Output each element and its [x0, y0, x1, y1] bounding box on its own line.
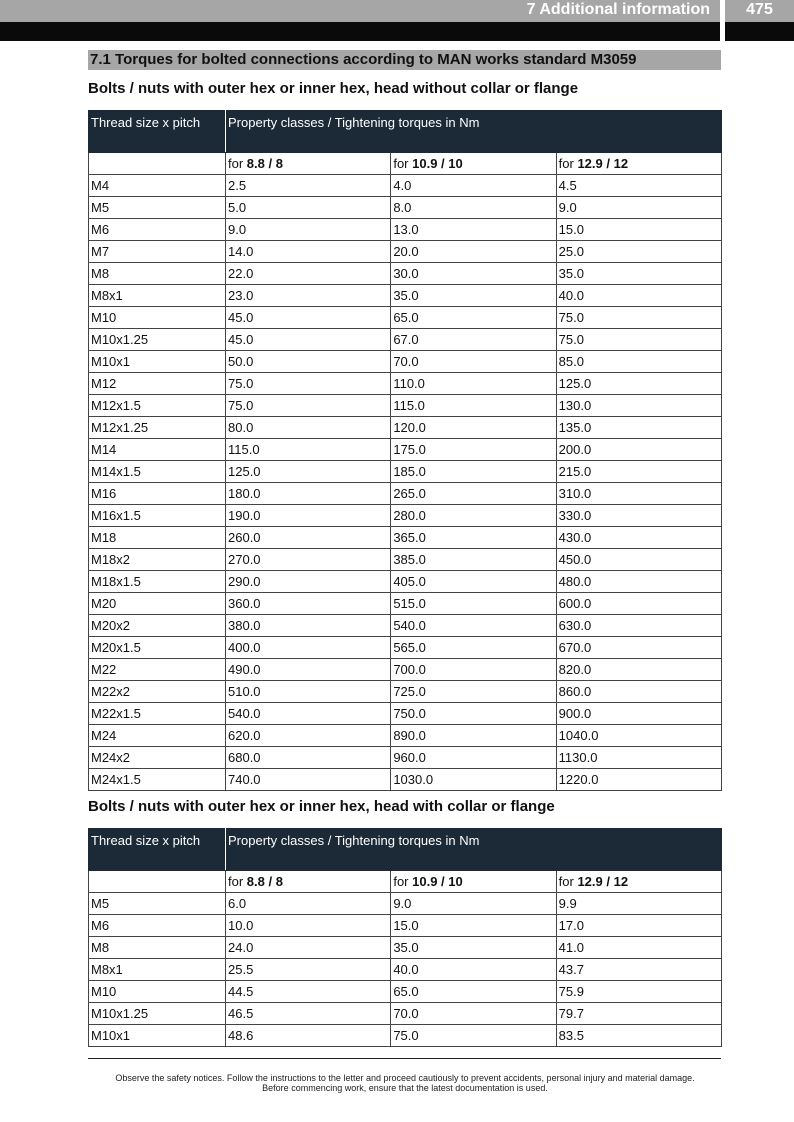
torque-value-cell: 1030.0: [391, 769, 556, 791]
table-row: [89, 747, 722, 769]
thread-size-cell: M7: [89, 241, 226, 263]
torque-value-cell: 85.0: [556, 351, 721, 373]
col-thread-size-header: Thread size x pitch: [89, 111, 226, 153]
subheader-8-8: for 8.8 / 8: [226, 871, 391, 893]
torque-value-cell: 890.0: [391, 725, 556, 747]
torque-value-cell: 115.0: [391, 395, 556, 417]
table-row: [89, 241, 722, 263]
torque-value-cell: 67.0: [391, 329, 556, 351]
thread-size-cell: M18x2: [89, 549, 226, 571]
torque-value-cell: 50.0: [226, 351, 391, 373]
thread-size-cell: M5: [89, 893, 226, 915]
thread-size-cell: M14: [89, 439, 226, 461]
torque-value-cell: 41.0: [556, 937, 721, 959]
torque-value-cell: 6.0: [226, 893, 391, 915]
thread-size-cell: M12x1.25: [89, 417, 226, 439]
torque-value-cell: 740.0: [226, 769, 391, 791]
torque-value-cell: 65.0: [391, 307, 556, 329]
table-row: [89, 373, 722, 395]
torque-value-cell: 45.0: [226, 329, 391, 351]
torque-value-cell: 35.0: [556, 263, 721, 285]
torque-value-cell: 820.0: [556, 659, 721, 681]
torque-value-cell: 8.0: [391, 197, 556, 219]
torque-value-cell: 190.0: [226, 505, 391, 527]
torque-value-cell: 9.0: [391, 893, 556, 915]
page-number: 475: [746, 1, 773, 18]
torque-value-cell: 130.0: [556, 395, 721, 417]
table-row: [89, 571, 722, 593]
torque-value-cell: 43.7: [556, 959, 721, 981]
table-row: [89, 703, 722, 725]
torque-value-cell: 15.0: [556, 219, 721, 241]
torque-value-cell: 75.9: [556, 981, 721, 1003]
thread-size-cell: M10: [89, 981, 226, 1003]
torque-value-cell: 110.0: [391, 373, 556, 395]
torque-value-cell: 260.0: [226, 527, 391, 549]
table1-title: Bolts / nuts with outer hex or inner hex, head without collar or flange: [88, 80, 579, 97]
torque-value-cell: 115.0: [226, 439, 391, 461]
torque-value-cell: 75.0: [391, 1025, 556, 1047]
torque-value-cell: 265.0: [391, 483, 556, 505]
table-row: [89, 593, 722, 615]
thread-size-cell: M4: [89, 175, 226, 197]
torque-value-cell: 70.0: [391, 351, 556, 373]
torque-value-cell: 200.0: [556, 439, 721, 461]
torque-value-cell: 24.0: [226, 937, 391, 959]
torque-value-cell: 405.0: [391, 571, 556, 593]
table-row: [89, 527, 722, 549]
torque-value-cell: 40.0: [391, 959, 556, 981]
torque-value-cell: 185.0: [391, 461, 556, 483]
torque-value-cell: 515.0: [391, 593, 556, 615]
torque-value-cell: 365.0: [391, 527, 556, 549]
thread-size-cell: M6: [89, 219, 226, 241]
table-row: [89, 175, 722, 197]
footer-divider: [88, 1058, 721, 1059]
torque-value-cell: 860.0: [556, 681, 721, 703]
table-row: [89, 681, 722, 703]
torque-value-cell: 20.0: [391, 241, 556, 263]
torque-value-cell: 725.0: [391, 681, 556, 703]
torque-value-cell: 75.0: [226, 373, 391, 395]
thread-size-cell: M20x2: [89, 615, 226, 637]
thread-size-cell: M16x1.5: [89, 505, 226, 527]
torque-value-cell: 75.0: [556, 329, 721, 351]
torque-value-cell: 75.0: [226, 395, 391, 417]
torque-value-cell: 48.6: [226, 1025, 391, 1047]
table-row: [89, 197, 722, 219]
torque-value-cell: 44.5: [226, 981, 391, 1003]
header-black-bar-right: [725, 22, 794, 41]
torque-value-cell: 540.0: [391, 615, 556, 637]
table-row: [89, 285, 722, 307]
torque-value-cell: 385.0: [391, 549, 556, 571]
torque-value-cell: 175.0: [391, 439, 556, 461]
table-header-row: [89, 111, 722, 153]
torque-value-cell: 490.0: [226, 659, 391, 681]
torque-value-cell: 35.0: [391, 937, 556, 959]
thread-size-cell: M10x1.25: [89, 1003, 226, 1025]
section-title: 7.1 Torques for bolted connections according to MAN works standard M3059: [88, 50, 721, 70]
subheader-10-9: for 10.9 / 10: [391, 871, 556, 893]
property-classes-header: Property classes / Tightening torques in Nm: [226, 829, 722, 871]
torque-value-cell: 25.0: [556, 241, 721, 263]
table-row: [89, 461, 722, 483]
torque-value-cell: 40.0: [556, 285, 721, 307]
footer-line-2: Before commencing work, ensure that the latest documentation is used.: [262, 1083, 548, 1093]
thread-size-cell: M20x1.5: [89, 637, 226, 659]
thread-size-cell: M8x1: [89, 285, 226, 307]
torque-value-cell: 83.5: [556, 1025, 721, 1047]
table-row: [89, 1003, 722, 1025]
table-row: [89, 981, 722, 1003]
torque-value-cell: 70.0: [391, 1003, 556, 1025]
thread-size-cell: M12x1.5: [89, 395, 226, 417]
torque-value-cell: 450.0: [556, 549, 721, 571]
torque-value-cell: 270.0: [226, 549, 391, 571]
footer-safety-notice: [60, 1073, 750, 1093]
torque-value-cell: 79.7: [556, 1003, 721, 1025]
table-row: [89, 351, 722, 373]
torque-value-cell: 310.0: [556, 483, 721, 505]
torque-value-cell: 9.0: [556, 197, 721, 219]
thread-size-cell: M16: [89, 483, 226, 505]
torque-value-cell: 125.0: [556, 373, 721, 395]
thread-size-cell: M6: [89, 915, 226, 937]
thread-size-cell: M14x1.5: [89, 461, 226, 483]
torque-value-cell: 290.0: [226, 571, 391, 593]
table-row: [89, 959, 722, 981]
torque-value-cell: 600.0: [556, 593, 721, 615]
torque-table-without-collar: [88, 110, 722, 791]
torque-value-cell: 960.0: [391, 747, 556, 769]
torque-value-cell: 750.0: [391, 703, 556, 725]
torque-value-cell: 46.5: [226, 1003, 391, 1025]
torque-value-cell: 480.0: [556, 571, 721, 593]
table-row: [89, 505, 722, 527]
table-row: [89, 937, 722, 959]
table-row: [89, 395, 722, 417]
torque-value-cell: 15.0: [391, 915, 556, 937]
torque-value-cell: 680.0: [226, 747, 391, 769]
torque-value-cell: 23.0: [226, 285, 391, 307]
torque-value-cell: 1220.0: [556, 769, 721, 791]
torque-value-cell: 400.0: [226, 637, 391, 659]
table-row: [89, 893, 722, 915]
table-row: [89, 439, 722, 461]
torque-value-cell: 25.5: [226, 959, 391, 981]
thread-size-cell: M12: [89, 373, 226, 395]
torque-value-cell: 13.0: [391, 219, 556, 241]
torque-value-cell: 80.0: [226, 417, 391, 439]
thread-size-cell: M8: [89, 263, 226, 285]
thread-size-cell: M24: [89, 725, 226, 747]
torque-value-cell: 1130.0: [556, 747, 721, 769]
torque-value-cell: 1040.0: [556, 725, 721, 747]
torque-value-cell: 125.0: [226, 461, 391, 483]
torque-value-cell: 2.5: [226, 175, 391, 197]
table-row: [89, 329, 722, 351]
table-row: [89, 769, 722, 791]
table-row: [89, 549, 722, 571]
thread-size-cell: M8x1: [89, 959, 226, 981]
torque-value-cell: 540.0: [226, 703, 391, 725]
torque-table-with-collar: [88, 828, 722, 1047]
table-row: [89, 725, 722, 747]
torque-value-cell: 22.0: [226, 263, 391, 285]
torque-value-cell: 700.0: [391, 659, 556, 681]
torque-value-cell: 280.0: [391, 505, 556, 527]
table-row: [89, 483, 722, 505]
thread-size-cell: M20: [89, 593, 226, 615]
subheader-12-9: for 12.9 / 12: [556, 153, 721, 175]
torque-value-cell: 9.9: [556, 893, 721, 915]
torque-value-cell: 565.0: [391, 637, 556, 659]
subheader-row: [89, 871, 722, 893]
thread-size-cell: M10x1.25: [89, 329, 226, 351]
thread-size-cell: M5: [89, 197, 226, 219]
torque-value-cell: 380.0: [226, 615, 391, 637]
thread-size-cell: M22x1.5: [89, 703, 226, 725]
torque-value-cell: 45.0: [226, 307, 391, 329]
table-row: [89, 915, 722, 937]
torque-value-cell: 4.5: [556, 175, 721, 197]
torque-value-cell: 360.0: [226, 593, 391, 615]
torque-value-cell: 35.0: [391, 285, 556, 307]
torque-value-cell: 75.0: [556, 307, 721, 329]
table2-title: Bolts / nuts with outer hex or inner hex, head with collar or flange: [88, 798, 555, 815]
thread-size-cell: M22x2: [89, 681, 226, 703]
thread-size-cell: M10: [89, 307, 226, 329]
torque-value-cell: 670.0: [556, 637, 721, 659]
table-row: [89, 307, 722, 329]
torque-value-cell: 215.0: [556, 461, 721, 483]
header-black-bar: [0, 22, 720, 41]
thread-size-cell: M18: [89, 527, 226, 549]
chapter-label: 7 Additional information: [526, 1, 710, 18]
subheader-8-8: for 8.8 / 8: [226, 153, 391, 175]
table-header-row: [89, 829, 722, 871]
thread-size-cell: M24x1.5: [89, 769, 226, 791]
subheader-row: [89, 153, 722, 175]
torque-value-cell: 14.0: [226, 241, 391, 263]
footer-line-1: Observe the safety notices. Follow the instructions to the letter and proceed cautiously to prevent accidents, personal injury and material damage.: [115, 1073, 695, 1083]
torque-value-cell: 10.0: [226, 915, 391, 937]
table-row: [89, 637, 722, 659]
torque-value-cell: 4.0: [391, 175, 556, 197]
torque-value-cell: 330.0: [556, 505, 721, 527]
thread-size-cell: M18x1.5: [89, 571, 226, 593]
torque-value-cell: 5.0: [226, 197, 391, 219]
table-row: [89, 615, 722, 637]
torque-value-cell: 510.0: [226, 681, 391, 703]
thread-size-cell: M8: [89, 937, 226, 959]
torque-value-cell: 620.0: [226, 725, 391, 747]
thread-size-cell: M24x2: [89, 747, 226, 769]
table-row: [89, 659, 722, 681]
torque-value-cell: 630.0: [556, 615, 721, 637]
torque-value-cell: 30.0: [391, 263, 556, 285]
table-row: [89, 417, 722, 439]
torque-value-cell: 135.0: [556, 417, 721, 439]
table-row: [89, 1025, 722, 1047]
torque-value-cell: 120.0: [391, 417, 556, 439]
torque-value-cell: 180.0: [226, 483, 391, 505]
torque-value-cell: 900.0: [556, 703, 721, 725]
table-row: [89, 219, 722, 241]
torque-value-cell: 430.0: [556, 527, 721, 549]
thread-size-cell: M22: [89, 659, 226, 681]
torque-value-cell: 17.0: [556, 915, 721, 937]
subheader-12-9: for 12.9 / 12: [556, 871, 721, 893]
torque-value-cell: 65.0: [391, 981, 556, 1003]
subheader-10-9: for 10.9 / 10: [391, 153, 556, 175]
thread-size-cell: M10x1: [89, 1025, 226, 1047]
torque-value-cell: 9.0: [226, 219, 391, 241]
thread-size-cell: M10x1: [89, 351, 226, 373]
property-classes-header: Property classes / Tightening torques in Nm: [226, 111, 722, 153]
table-row: [89, 263, 722, 285]
col-thread-size-header: Thread size x pitch: [89, 829, 226, 871]
